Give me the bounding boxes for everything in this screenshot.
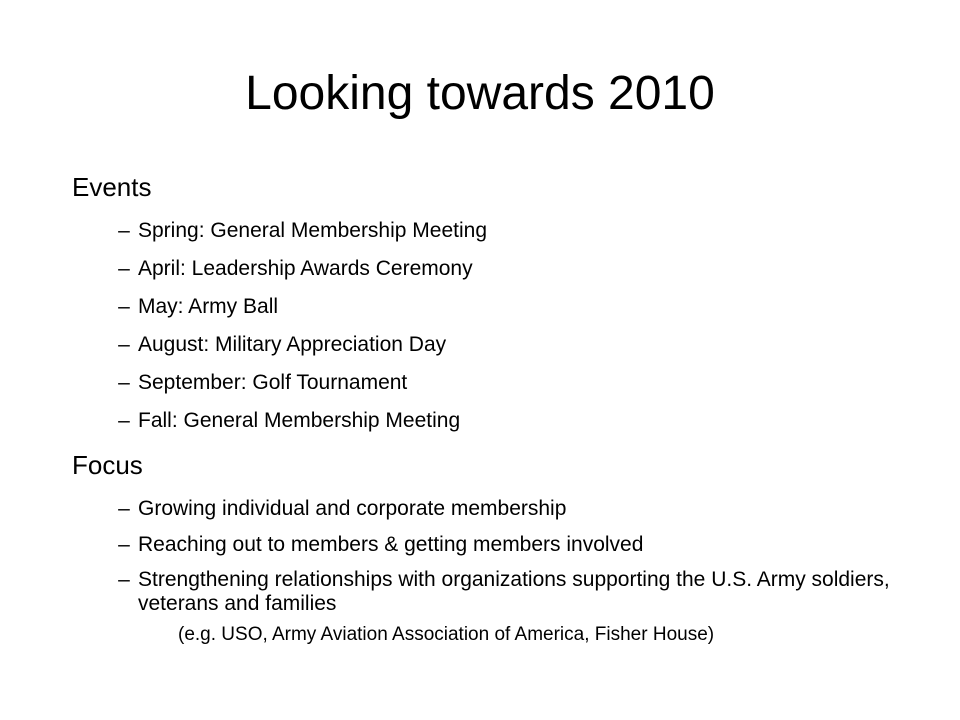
events-heading: Events [72, 172, 152, 202]
list-item-text: September: Golf Tournament [138, 371, 408, 394]
list-item-text: Spring: General Membership Meeting [138, 219, 488, 242]
events-list [72, 218, 902, 434]
dash-bullet: – [118, 219, 130, 242]
focus-heading: Focus [72, 450, 143, 480]
list-item [72, 370, 902, 396]
events-section [72, 168, 902, 434]
dash-bullet: – [118, 533, 130, 556]
dash-bullet: – [118, 497, 130, 520]
list-item [72, 532, 902, 558]
dash-bullet: – [118, 333, 130, 356]
list-item [72, 256, 902, 282]
list-item [72, 294, 902, 320]
focus-section [72, 446, 902, 648]
list-item [72, 496, 902, 522]
list-item-text: Growing individual and corporate membership [138, 497, 567, 520]
slide-title: Looking towards 2010 [245, 67, 715, 120]
dash-bullet: – [118, 371, 130, 394]
list-item [72, 218, 902, 244]
list-item [72, 408, 902, 434]
list-item-text: August: Military Appreciation Day [138, 333, 447, 356]
list-item-text: April: Leadership Awards Ceremony [138, 257, 473, 280]
list-item-text: May: Army Ball [138, 295, 279, 318]
dash-bullet: – [118, 295, 130, 318]
slide-body [72, 168, 902, 648]
dash-bullet: – [118, 257, 130, 280]
list-item-text: Reaching out to members & getting members involved [138, 533, 644, 556]
focus-list [72, 496, 902, 616]
dash-bullet: – [118, 568, 130, 591]
list-item [72, 568, 902, 616]
example-note: (e.g. USO, Army Aviation Association of America, Fisher House) [178, 624, 715, 645]
list-item-text: Strengthening relationships with organizations supporting the U.S. Army soldiers, veterans and families [138, 568, 890, 615]
list-item [72, 332, 902, 358]
dash-bullet: – [118, 409, 130, 432]
list-item-text: Fall: General Membership Meeting [138, 409, 461, 432]
